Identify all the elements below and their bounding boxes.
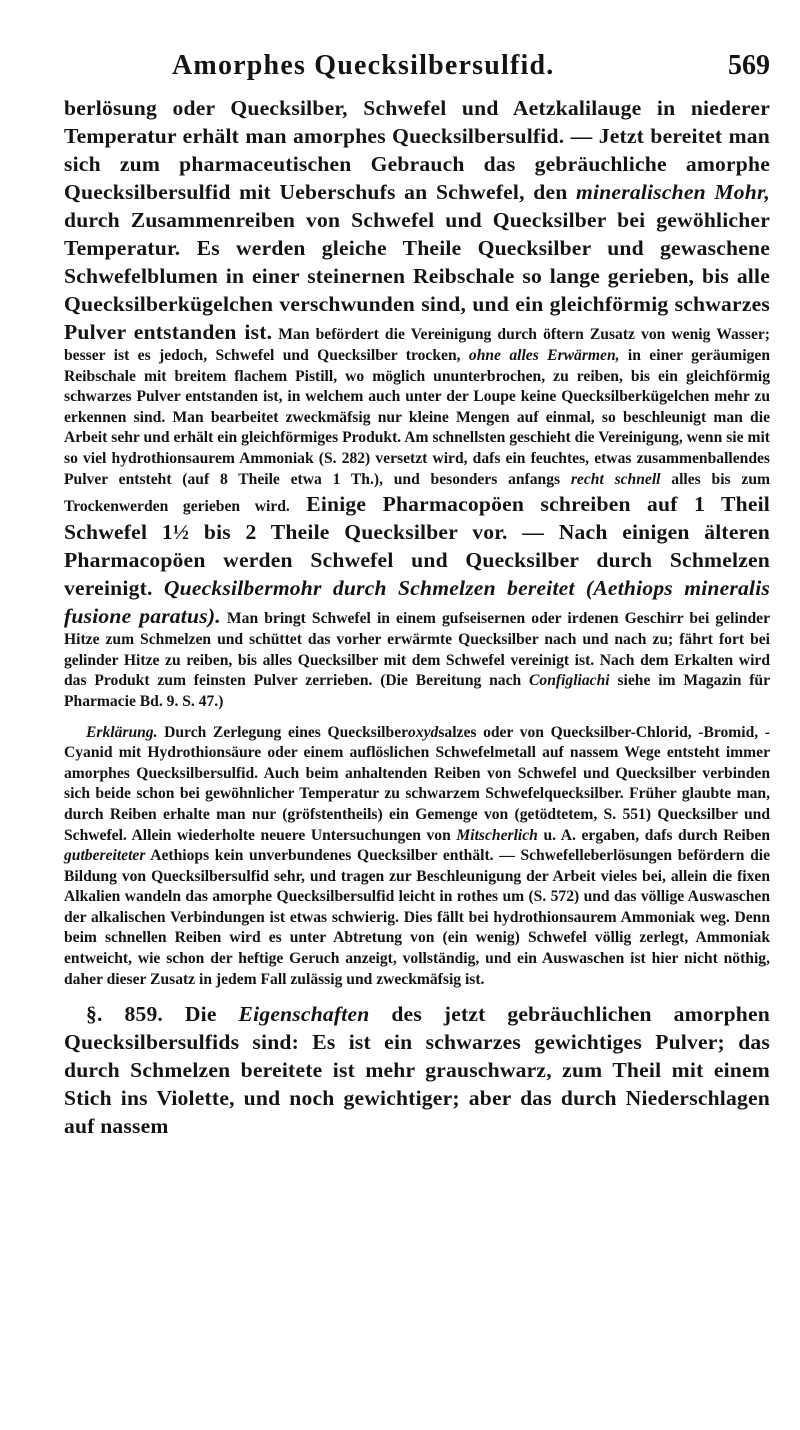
text-run: u. A. ergaben, dafs durch Reiben <box>537 826 770 844</box>
emphasis-mitscherlich: Mitscherlich <box>456 826 538 844</box>
text-run: durch Zusammenreiben von Schwefel und Quecksilber bei gewöhlicher Temperatur. Es werden gleiche Theile Quecksilber und gewaschene Schwefelblumen in einer steinernen Reibschale so lange gerieben, bis alle Quecksilberkügelchen verschwunden sind, und ein gleichförmig schwarzes Pulver entstanden ist. <box>64 208 770 344</box>
emphasis-aethiops-mineralis: Quecksilbermohr durch Schmelzen bereitet (Aethiops mineralis fusione paratus). <box>64 576 771 629</box>
emphasis-configliachi: Configliachi <box>529 672 610 690</box>
text-run: salzes oder von Quecksilber-Chlorid, -Bromid, -Cyanid mit Hydrothionsäure oder einem auflöslichen Schwefelmetall auf nassem Wege entsteht immer amorphes Quecksilbersulfid. Auch beim anhaltenden Reiben von Schwefel und Quecksilber verbinden sich beide schon bei gewöhnlicher Temperatur zu schwarzem Schwefelquecksilber. Früher glaubte man, durch Reiben erhalte man nur (gröfstentheils) ein Gemenge von (getödtetem, S. 551) Quecksilber und Schwefel. Allein wiederholte neuere Untersuchungen von <box>64 723 770 844</box>
emphasis-recht-schnell: recht schnell <box>570 470 661 488</box>
emphasis-erklaerung: Erklärung. <box>86 723 158 741</box>
emphasis-oxyd: oxyd <box>408 723 439 741</box>
emphasis-eigenschaften: Eigenschaften <box>238 1002 370 1027</box>
paragraph-erklaerung <box>64 723 770 991</box>
text-run: des jetzt gebräuchlichen amorphen Quecksilbersulfids sind: Es ist ein schwarzes gewichtiges Pulver; das durch Schmelzen bereitete ist mehr grauschwarz, zum Theil mit einem Stich ins Violette, und noch gewichtiger; aber das durch Niederschlagen auf nassem <box>64 1002 770 1139</box>
text-run: Aethiops kein unverbundenes Quecksilber enthält. — Schwefelleberlösungen befördern die Bildung von Quecksilbersulfid sehr, und tragen zur Beschleunigung der Arbeit vieles bei, allein die fixen Alkalien wandeln das amorphe Quecksilbersulfid leicht in rothes um (S. 572) und das völlige Auswaschen der alkalischen Verbindungen ist etwas schwierig. Dies fällt bei hydrothionsaurem Ammoniak weg. Denn beim schnellen Reiben wird es unter Abtretung von (ein wenig) Schwefel völlig zerlegt, Ammoniak entweicht, wie schon der heftige Geruch anzeigt, vollständig, und ein Auswaschen ist hier nicht nöthig, daher dieser Zusatz in jedem Fall zulässig und zweckmäfsig ist. <box>64 847 770 988</box>
small-print-run: siehe im Magazin für Pharmacie Bd. 9. S. 47.) <box>64 672 770 710</box>
small-print-run: alles bis zum Trockenwerden gerieben wird. <box>64 470 770 516</box>
running-head <box>64 50 770 94</box>
small-print-run: Man bringt Schwefel in einem gufseisernen oder irdenen Geschirr bei gelinder Hitze zum Schmelzen und schüttet das vorher erwärmte Quecksilber nach und nach zu; fährt fort bei gelinder Hitze zu reiben, bis alles Quecksilber mit dem Schwefel vereinigt ist. Nach dem Erkalten wird das Produkt zum feinsten Pulver zerrieben. (Die Bereitung nach <box>64 610 770 690</box>
page-number: 569 <box>728 50 770 81</box>
emphasis-mineralischen-mohr: mineralischen Mohr, <box>576 180 770 204</box>
paragraph-section-859 <box>64 1000 770 1140</box>
small-print-run: Man befördert die Vereinigung durch öftern Zusatz von wenig Wasser; besser ist es jedoch, Schwefel und Quecksilber trocken, <box>64 326 770 364</box>
text-run: berlösung oder Quecksilber, Schwefel und Aetzkalilauge in niederer Temperatur erhält man amorphes Quecksilbersulfid. — Jetzt bereitet man sich zum pharmaceutischen Gebrauch das gebräuchliche amorphe Quecksilbersulfid mit Ueberschufs an Schwefel, den <box>64 96 770 204</box>
running-title: Amorphes Quecksilbersulfid. <box>172 50 555 81</box>
paragraph-mohr-preparation <box>64 94 770 713</box>
emphasis-gutbereiteter: gutbereiteter <box>64 847 146 865</box>
text-run: Einige Pharmacopöen schreiben auf 1 Theil Schwefel 1½ bis 2 Theile Quecksilber vor. — Nach einigen älteren Pharmacopöen werden Schwefel und Quecksilber durch Schmelzen vereinigt. <box>64 492 771 601</box>
emphasis-ohne-erwaermen: ohne alles Erwärmen, <box>468 347 620 364</box>
body-text <box>64 94 770 1140</box>
text-run: Durch Zerlegung eines Quecksilber <box>157 723 409 741</box>
section-heading-run: §. 859. Die <box>86 1002 239 1027</box>
small-print-run: in einer geräumigen Reibschale mit breitem flachem Pistill, wo möglich ununterbrochen, zu reiben, bis ein gleichförmig schwarzes Pulver entstanden ist, in welchem auch unter der Loupe keine Quecksilberkügelchen mehr zu erkennen sind. Man bearbeitet zweckmäfsig nur kleine Mengen auf einmal, so beschleunigt man die Arbeit sehr und erhält ein gleichförmiges Produkt. Am schnellsten geschieht die Vereinigung, wenn sie mit so viel hydrothionsaurem Ammoniak (S. 282) versetzt wird, dafs ein feuchtes, etwas zusammenballendes Pulver entsteht (auf 8 Theile etwa 1 Th.), und besonders anfangs <box>64 347 770 488</box>
